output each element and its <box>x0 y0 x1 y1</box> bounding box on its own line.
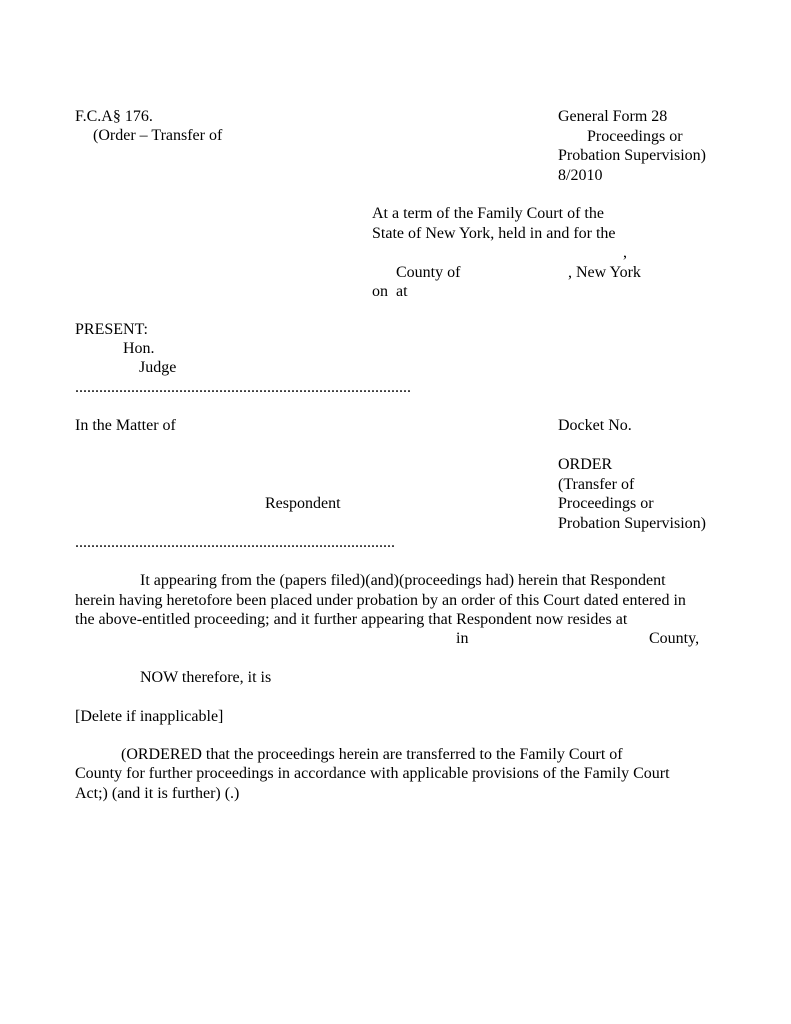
order-title-block <box>558 455 706 533</box>
order-line: Proceedings or <box>558 495 654 512</box>
caption-divider-bottom: ................................................................................ <box>75 534 395 551</box>
paragraph-line: the above-entitled proceeding; and it further appearing that Respondent now resides at <box>75 611 628 628</box>
residence-county-label: County, <box>649 630 700 647</box>
delete-note: [Delete if inapplicable] <box>75 708 224 725</box>
ordered-line: County for further proceedings in accordance with applicable provisions of the Family Court <box>75 765 670 782</box>
on-label: on <box>372 283 388 300</box>
respondent-label: Respondent <box>265 495 341 512</box>
court-term-block <box>372 204 672 302</box>
statute-reference: F.C.A§ 176. <box>75 108 153 125</box>
term-line: At a term of the Family Court of the <box>372 205 604 222</box>
form-number-block <box>558 107 706 185</box>
paragraph-line: herein having heretofore been placed under probation by an order of this Court dated entered in <box>75 592 686 609</box>
term-line: State of New York, held in and for the <box>372 224 616 242</box>
paragraph-line: It appearing from the (papers filed)(and)(proceedings had) herein that Respondent <box>140 572 666 589</box>
form-line: General Form 28 <box>558 108 668 125</box>
now-therefore-text: NOW therefore, it is <box>140 669 272 686</box>
at-label: at <box>396 283 408 300</box>
ordered-line: Act;) (and it is further) (.) <box>75 785 240 802</box>
caption-divider-top: .................................................................................... <box>75 379 411 396</box>
form-line: Probation Supervision) <box>558 147 706 164</box>
county-comma: , <box>623 244 627 261</box>
order-line: (Transfer of <box>558 475 635 493</box>
docket-label: Docket No. <box>558 417 632 434</box>
hon-label: Hon. <box>123 340 155 357</box>
ordered-line: (ORDERED that the proceedings herein are transferred to the Family Court of <box>121 746 623 763</box>
order-line: ORDER <box>558 456 613 473</box>
form-line: Proceedings or <box>587 127 683 145</box>
matter-label: In the Matter of <box>75 417 176 434</box>
order-type-label: (Order – Transfer of <box>93 127 223 144</box>
order-line: Probation Supervision) <box>558 514 706 532</box>
residence-in-label: in <box>456 630 469 647</box>
present-label: PRESENT: <box>75 321 148 338</box>
judge-label: Judge <box>139 359 177 376</box>
form-line: 8/2010 <box>558 166 603 184</box>
county-label: County of <box>396 263 461 281</box>
new-york-label: , New York <box>568 263 641 281</box>
